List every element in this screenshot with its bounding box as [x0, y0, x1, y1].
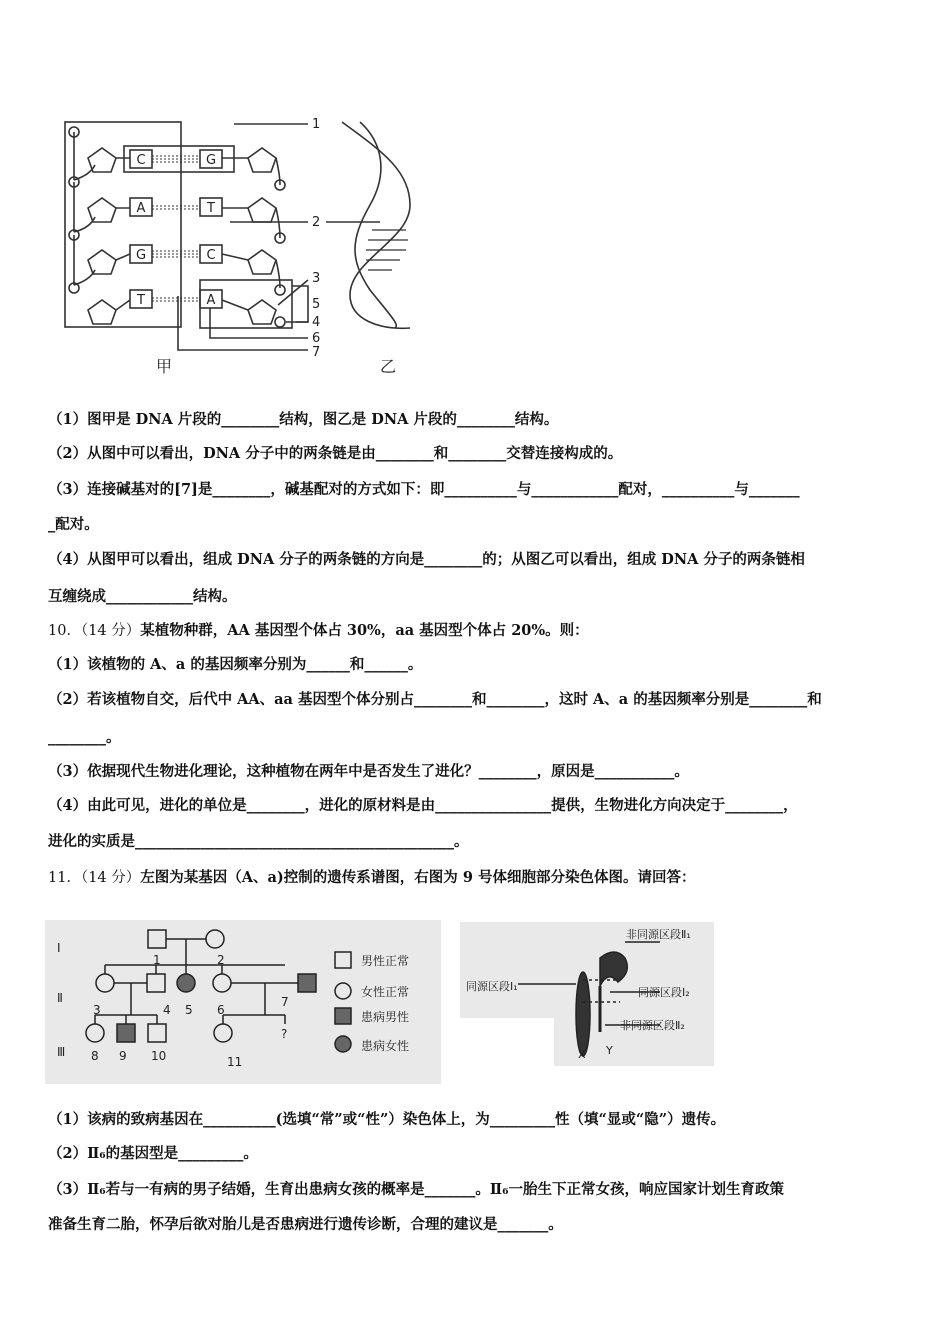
legend-affected-female: 患病女性: [361, 1039, 410, 1053]
base-right-1: G: [205, 153, 217, 168]
callout-7: 7: [312, 345, 321, 360]
base-right-2: T: [207, 201, 215, 216]
callout-2: 2: [312, 215, 321, 230]
person-5: 5: [185, 1003, 193, 1017]
q10-line-4b: 进化的实质是____________________________________________。: [48, 833, 469, 850]
q9-line-4b: 互缠绕成____________结构。: [48, 588, 237, 605]
q10-stem: 某植物种群，AA 基因型个体占 30%，aa 基因型个体占 20%。则：: [140, 622, 589, 639]
q10-score: （14 分）: [80, 623, 141, 639]
legend-normal-female: 女性正常: [361, 985, 410, 999]
q9-line-4a: （4）从图甲可以看出，组成 DNA 分子的两条链的方向是________的；从图乙可以看出，组成 DNA 分子的两条链相: [48, 551, 805, 568]
person-7: 7: [281, 995, 289, 1009]
q11-line-3b: 准备生育二胎，怀孕后欲对胎儿是否患病进行遗传诊断，合理的建议是_______。: [48, 1216, 563, 1233]
generation-III: Ⅲ: [57, 1045, 66, 1059]
q11-line-1: （1）该病的致病基因在__________(选填“常”或“性”）染色体上，为_________性（填“显或“隐”）遗传。: [48, 1111, 726, 1128]
chromosome-x-label: X: [578, 1048, 586, 1061]
person-4: 4: [163, 1003, 171, 1017]
q11-stem: 左图为某基因（A、a)控制的遗传系谱图，右图为 9 号体细胞部分染色体图。请回答：: [140, 869, 696, 886]
figure-label-jia: 甲: [156, 357, 173, 376]
legend-affected-male: 患病男性: [361, 1010, 410, 1024]
chromosome-label-homologous-1: 同源区段Ⅰ₁: [466, 980, 518, 993]
q9-line-2: （2）从图中可以看出，DNA 分子中的两条链是由________和________交替连接构成的。: [48, 445, 623, 462]
chromosome-label-homologous-2: 同源区段Ⅰ₂: [638, 986, 690, 999]
callout-5: 5: [312, 297, 321, 312]
generation-I: Ⅰ: [57, 941, 61, 955]
figure-label-yi: 乙: [380, 357, 397, 376]
chromosome-label-non-homologous-1: 非同源区段Ⅱ₁: [626, 928, 691, 941]
dna-structure-figure: [50, 110, 430, 380]
person-6: 6: [217, 1003, 225, 1017]
person-9: 9: [119, 1049, 127, 1063]
q11-score: （14 分）: [80, 870, 141, 886]
q10-number: 10．: [48, 623, 81, 639]
callout-4: 4: [312, 315, 321, 330]
chromosome-figure: [460, 922, 714, 1066]
chromosome-label-non-homologous-2: 非同源区段Ⅱ₂: [620, 1019, 685, 1032]
q11-stem-line: [48, 868, 695, 888]
q10-line-4a: （4）由此可见，进化的单位是________，进化的原材料是由________________提供，生物进化方向决定于________，: [48, 797, 798, 814]
person-11: 11: [227, 1055, 243, 1069]
callout-1: 1: [312, 117, 321, 132]
base-left-1: C: [136, 153, 146, 168]
callout-3: 3: [312, 271, 321, 286]
person-1: 1: [153, 953, 161, 967]
q10-line-1: （1）该植物的 A、a 的基因频率分别为______和______。: [48, 656, 423, 673]
person-unknown: ?: [281, 1027, 288, 1041]
person-3: 3: [93, 1003, 101, 1017]
q9-line-1: （1）图甲是 DNA 片段的________结构，图乙是 DNA 片段的________结构。: [48, 411, 559, 428]
legend-normal-male: 男性正常: [361, 954, 410, 968]
base-right-4: A: [206, 293, 216, 308]
base-right-3: C: [206, 248, 216, 263]
generation-II: Ⅱ: [57, 991, 63, 1005]
base-left-4: T: [137, 293, 145, 308]
q9-line-3a: （3）连接碱基对的[7]是________，碱基配对的方式如下：即__________与____________配对，__________与_______: [48, 481, 800, 498]
q11-line-2: （2）Ⅱ₆的基因型是_________。: [48, 1145, 258, 1162]
q9-line-3b: _配对。: [48, 516, 99, 533]
q11-number: 11．: [48, 870, 81, 886]
q10-line-2b: ________。: [48, 729, 121, 746]
chromosome-y-label: Y: [606, 1044, 613, 1057]
base-left-3: G: [135, 248, 147, 263]
q11-line-3a: （3）Ⅱ₆若与一有病的男子结婚，生育出患病女孩的概率是_______。Ⅱ₆一胎生下正常女孩，响应国家计划生育政策: [48, 1181, 784, 1198]
person-2: 2: [217, 953, 225, 967]
q10-line-2a: （2）若该植物自交，后代中 AA、aa 基因型个体分别占________和________，这时 A、a 的基因频率分别是________和: [48, 691, 822, 708]
base-left-2: A: [136, 201, 146, 216]
person-8: 8: [91, 1049, 99, 1063]
q10-stem-line: [48, 621, 589, 641]
callout-6: 6: [312, 331, 321, 346]
pedigree-chart: [45, 920, 441, 1084]
q10-line-3: （3）依据现代生物进化理论，这种植物在两年中是否发生了进化？________，原因是___________。: [48, 763, 689, 780]
person-10: 10: [151, 1049, 167, 1063]
